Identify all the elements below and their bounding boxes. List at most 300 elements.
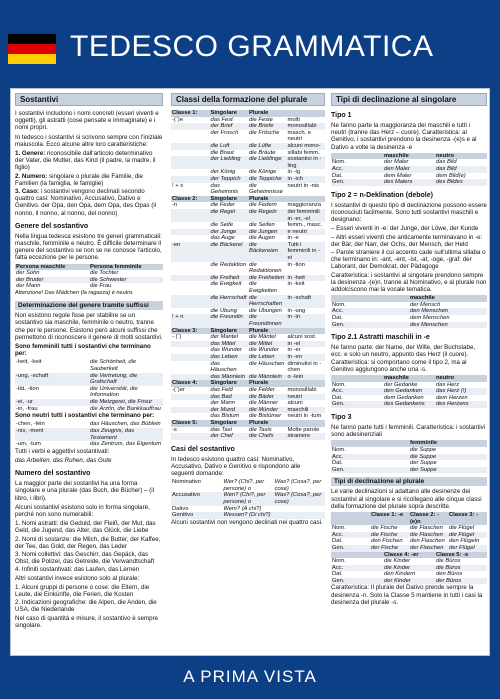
- table-cell: den Büros: [436, 571, 463, 578]
- table-row: [331, 571, 487, 578]
- table-header: [287, 110, 326, 117]
- table-cell: Nom.: [332, 381, 346, 388]
- fem-intro: Sono femminili tutti i sostantivi che terminano per:: [15, 343, 151, 358]
- table-cell: Wen? (Chi?, per persone) o: [222, 492, 273, 505]
- table-cell: das Mittel: [210, 341, 249, 348]
- numero-text: Alcuni sostantivi esistono solo in forma singolare, perché non sono numerabili:: [15, 503, 150, 518]
- table-cell: der Suppe: [410, 460, 437, 467]
- table-cell: dem Maler: [384, 172, 412, 179]
- table-row: [171, 506, 325, 513]
- table-cell: Was? (Cosa?, per cose): [274, 479, 322, 492]
- table-header: [331, 153, 383, 160]
- table-cell: die Büros: [435, 565, 487, 572]
- table-cell: die Freundinnen: [248, 314, 287, 327]
- plural-class-table: [171, 420, 325, 440]
- table-header: neutro: [435, 153, 487, 160]
- table-cell: die Männer: [249, 400, 279, 407]
- table-cell: die Vertretung, die Grafschaft: [89, 373, 163, 386]
- table-cell: -heit, -keit: [16, 359, 42, 366]
- table-cell: die Seife: [210, 222, 234, 229]
- feature-text: singolare o plurale die Familie, die Familien (la famiglia, le famiglie): [15, 172, 143, 187]
- table-cell: neutri in -nis: [287, 182, 320, 189]
- table-header: Classe 1: -e: [370, 512, 409, 525]
- table-cell: [171, 281, 210, 294]
- table-cell: der Flügel: [448, 545, 487, 552]
- table-cell: die Kinder: [383, 565, 435, 572]
- table-cell: das Zentrum, das Eigentum: [90, 441, 162, 448]
- table-row: [171, 176, 325, 183]
- table-cell: -chen, -lein: [16, 421, 45, 428]
- table-cell: der Maler: [384, 159, 409, 166]
- table-header: [331, 552, 383, 559]
- table-header-row: [331, 375, 487, 382]
- table-row: [171, 334, 325, 341]
- table-cell: in -en: [287, 354, 326, 361]
- table-cell: die Universität, die Information: [90, 385, 138, 399]
- table-cell: der Mann: [210, 400, 235, 407]
- table-cell: des Bildes: [435, 179, 487, 186]
- table-header: [331, 375, 383, 382]
- plural-class-table: [171, 380, 325, 420]
- table-row: [331, 159, 487, 166]
- list-item: 4. Infiniti sostantivati: das Laufen, das Lernen: [15, 566, 140, 574]
- table-row: [171, 407, 325, 414]
- feature-item: [15, 188, 163, 217]
- table-cell: Dat.: [332, 172, 343, 179]
- table-cell: der Junge: [210, 229, 249, 236]
- table-cell: Gen.: [331, 467, 409, 474]
- table-cell: das Auge: [210, 235, 235, 242]
- table-cell: die Ewigkeiten: [249, 281, 278, 295]
- table-row: [171, 202, 325, 209]
- table-cell: [171, 347, 210, 354]
- table-cell: [171, 361, 210, 374]
- table-row: [15, 399, 163, 406]
- table-row: [331, 173, 487, 180]
- table-cell: der Mann: [16, 283, 41, 290]
- table-row: [171, 281, 325, 294]
- table-row: [171, 374, 325, 381]
- table-cell: dem Herzen: [436, 394, 468, 401]
- table-cell: der Teppich: [210, 176, 249, 183]
- neu-note: Tutti i verbi e aggettivi sostantivati:: [15, 447, 110, 455]
- table-header: neutro: [435, 375, 487, 382]
- table-cell: [274, 512, 325, 519]
- table-cell: die Mäntel: [249, 334, 276, 341]
- table-row: [171, 130, 325, 143]
- table-row: [171, 229, 325, 236]
- table-cell: Nom.: [332, 446, 346, 453]
- features-list: [15, 150, 163, 217]
- table-cell: den Kindern: [384, 571, 416, 578]
- table-cell: den Maler: [383, 166, 435, 173]
- table-row: [171, 235, 325, 242]
- genere-note: Attenzione! Das Mädchen (la ragazza) è neutro.: [15, 290, 134, 297]
- table-cell: [171, 262, 210, 275]
- table-cell: die Augen: [249, 235, 275, 242]
- table-cell: der Bruder: [15, 277, 89, 284]
- table-cell: -ei, -ur: [15, 399, 89, 406]
- table-row: [331, 179, 487, 186]
- fem-suffix-table: [15, 359, 163, 412]
- table-cell: Gen.: [331, 179, 383, 186]
- table-cell: die Bäckereien: [248, 242, 287, 262]
- table-cell: die Frösche: [249, 129, 280, 136]
- tipo1-text: Ne fanno parte la maggioranza dei maschili e tutti i neutri (tranne das Herz – cuore). Caratteristica: al Genitivo, i sostantivi prendono la desinenza -(e)s e al Dativo a volte la desinenza -e: [331, 122, 477, 151]
- table-cell: [171, 354, 210, 361]
- table-row: [331, 565, 487, 572]
- table-cell: Dativo: [172, 505, 189, 512]
- table-cell: Nominativo: [172, 479, 201, 486]
- tipo2-label: Tipo 2 = n-Deklination (debole): [331, 191, 433, 199]
- class-label: Classe 4:: [171, 380, 210, 387]
- table-cell: in -heit: [287, 275, 326, 282]
- table-row: [171, 150, 325, 157]
- table-row: [331, 322, 487, 329]
- table-row: [331, 382, 487, 389]
- table-row: [15, 386, 163, 399]
- table-header: maschile: [409, 295, 487, 302]
- table-cell: Acc.: [331, 388, 383, 395]
- table-row: [171, 387, 325, 394]
- table-cell: die Übungen: [249, 307, 282, 314]
- section-title-numero: Numero del sostantivo: [15, 470, 91, 478]
- table-header-row: [171, 110, 325, 117]
- table-cell: das Taxi: [210, 426, 232, 433]
- table-header: maschile: [383, 153, 435, 160]
- table-row: [171, 308, 325, 315]
- neu-example: das Arbeiten, das Ruhen, das Gute: [15, 456, 112, 464]
- table-row: [15, 441, 163, 448]
- table-header: Plurale: [248, 110, 287, 117]
- table-header: Plurale: [248, 420, 287, 427]
- numero-text: Altri sostantivi invece esistono solo al plurale:: [15, 574, 140, 582]
- table-cell: der König: [210, 169, 236, 176]
- table-cell: Acc.: [331, 166, 383, 173]
- table-cell: Accusativo: [171, 492, 222, 505]
- table-row: [171, 354, 325, 361]
- table-cell: sillabi femm.: [287, 149, 320, 156]
- table-row: [15, 406, 163, 413]
- class-label: Classe 5:: [171, 420, 210, 427]
- header: [0, 0, 500, 88]
- table-cell: das Bild: [435, 166, 487, 173]
- table-cell: die Redaktionen: [249, 261, 282, 275]
- table-row: [15, 373, 163, 386]
- table-cell: die Herrschaften: [248, 295, 287, 308]
- table-cell: maggioranza: [287, 202, 322, 209]
- table-row: [171, 275, 325, 282]
- content-sheet: [10, 88, 490, 656]
- table-cell: der Liebling: [210, 156, 249, 169]
- table-cell: die Luft: [210, 143, 249, 150]
- section-title-suffissi: Determinazione del genere tramite suffissi: [15, 301, 163, 310]
- table-cell: masch. e neutri: [287, 129, 312, 143]
- column-left: [15, 93, 163, 651]
- list-item: 3. Nomi collettivi: das Geschirr, das Gepäck, das Obst, die Polizei, das Getreide, die Verwandtschaft: [15, 551, 155, 566]
- table-row: [171, 427, 325, 434]
- table-cell: in -ich: [287, 176, 326, 183]
- table-cell: -in, -frau: [16, 405, 38, 412]
- table-cell: des Malers: [383, 179, 435, 186]
- table-cell: [171, 275, 210, 282]
- class-label: Classe 3:: [171, 328, 210, 335]
- table-cell: Dat.: [332, 394, 343, 401]
- table-cell: der Büros: [435, 578, 487, 585]
- table-cell: monosillabi: [287, 386, 317, 393]
- table-cell: das Herz (!): [435, 388, 487, 395]
- table-header: Classe 5: -s: [435, 552, 487, 559]
- tipo2-text: Caratteristica: i sostantivi al singolare prendono sempre la desinenza -(e)n, tranne al Nominativo, e al plurale non addolciscono mai la vocale tematica.: [331, 271, 487, 294]
- table-cell: das Männlein: [210, 374, 249, 381]
- table-cell: Acc.: [331, 565, 383, 572]
- table-row: [331, 395, 487, 402]
- tipo21-text: Ne fanno parte: der Name, der Wille, der Buchstabe, ecc. e solo un neutro, appunto das Herz (il cuore). Caratteristica: si comportano come il tipo 2, ma al Genitivo aggiungono anche una -s.: [331, 344, 476, 373]
- table-header-row: [171, 380, 325, 387]
- list-item: 1. Nomi astratti: die Geduld, der Fleiß, der Mut, das Geld, die Jugend, das Alter, das Glück, die Liebe: [15, 520, 156, 535]
- tipo1-table: [331, 153, 487, 186]
- table-cell: -(¨)er: [172, 386, 185, 393]
- table-cell: Acc.: [331, 532, 370, 539]
- table-header-row: [331, 512, 487, 525]
- table-cell: die Büros: [436, 558, 461, 565]
- table-cell: in -e: [287, 235, 299, 242]
- table-cell: die Jungen: [248, 229, 287, 236]
- table-cell: [171, 222, 210, 229]
- table-header: Singolare: [210, 380, 249, 387]
- table-header: [331, 440, 409, 447]
- table-cell: das Bistum: [210, 413, 240, 420]
- table-cell: die Ärztin, die Bankkauffrau: [90, 405, 161, 412]
- table-row: [171, 262, 325, 275]
- section-title-plurale: Tipi di declinazione al plurale: [331, 477, 487, 486]
- table-cell: der Flaschen: [409, 545, 448, 552]
- table-header: [287, 420, 326, 427]
- table-cell: Gen.: [331, 401, 383, 408]
- table-cell: die Fische: [370, 532, 409, 539]
- table-header-row: [331, 153, 487, 160]
- section-title-classi: Classi della formazione del plurale: [171, 93, 325, 106]
- table-cell: die Teppiche: [248, 176, 287, 183]
- table-cell: femm., masc.: [287, 222, 323, 229]
- table-cell: [171, 123, 210, 130]
- table-cell: die Häuschen: [249, 360, 285, 367]
- table-cell: der Mund: [210, 407, 249, 414]
- table-cell: o -lein: [287, 374, 326, 381]
- table-row: [331, 454, 487, 461]
- casi-note: Alcuni sostantivi non vengono declinati nei quattro casi.: [171, 518, 323, 526]
- table-header: Persona maschile: [15, 264, 89, 271]
- table-cell: -nis, -ment: [15, 428, 89, 441]
- list-item: 2. Nomi di sostanze: die Milch, die Butter, der Kaffee, der Tee, das Gold, der Regen, das Leder: [15, 535, 161, 550]
- table-cell: e neutri: [287, 229, 326, 236]
- table-row: [171, 479, 325, 492]
- table-cell: [274, 506, 325, 513]
- footer-brand: A PRIMA VISTA: [183, 667, 317, 686]
- table-cell: [171, 374, 210, 381]
- feature-text: i sostantivi vengono declinati secondo quattro casi: Nominativo, Accusativo, Dativo e Genitivo. der Opa, den Opa, dem Opa, des Opas (il nonno, il nonno, al nonno, del nonno): [15, 188, 157, 217]
- table-row: [331, 388, 487, 395]
- section-title-sostantivi: Sostantivi: [15, 93, 163, 106]
- table-row: [331, 315, 487, 322]
- table-cell: das Herz: [436, 381, 460, 388]
- table-header-row: [171, 196, 325, 203]
- table-row: [171, 314, 325, 327]
- table-header: Singolare: [210, 420, 249, 427]
- table-row: [15, 421, 163, 428]
- table-cell: das Geheimnis: [210, 182, 239, 196]
- table-cell: Gen.: [331, 578, 383, 585]
- plural-classes: [171, 110, 325, 440]
- table-cell: die Schwester: [89, 277, 163, 284]
- table-cell: Gen.: [331, 545, 370, 552]
- column-right: [331, 93, 487, 651]
- table-row: [331, 460, 487, 467]
- table-cell: -ung, -schaft: [15, 373, 89, 386]
- table-header: Classe 3: -: [448, 512, 487, 525]
- tipo3-label: Tipo 3: [331, 413, 352, 421]
- table-row: [15, 359, 163, 372]
- section-title-casi: Casi del sostantivo: [171, 445, 235, 453]
- table-cell: die Felder: [249, 386, 275, 393]
- table-cell: Gen.: [331, 322, 409, 329]
- table-cell: Wem? (A chi?): [223, 505, 262, 512]
- class-label: Classe 2:: [171, 196, 210, 203]
- table-header: Plurale: [248, 380, 287, 387]
- tipo2-text: I sostantivi di questo tipo di declinazione possono essere riconosciuti facilmente. Sono tutti sostantivi maschili e designano:: [331, 201, 487, 224]
- table-cell: die Frau: [90, 283, 112, 290]
- table-header: [287, 380, 326, 387]
- table-cell: die Männlein: [248, 374, 287, 381]
- table-row: [171, 143, 325, 150]
- table-cell: in -in: [287, 314, 326, 327]
- table-cell: die Leben: [248, 354, 287, 361]
- table-cell: die Könige: [249, 169, 277, 176]
- table-header: Plurale: [248, 328, 287, 335]
- table-header: maschile: [383, 375, 435, 382]
- column-middle: [171, 93, 325, 651]
- table-cell: die Bistümer: [249, 413, 282, 420]
- table-row: [171, 123, 325, 130]
- table-cell: das Wunder: [210, 347, 242, 354]
- table-row: [171, 183, 325, 196]
- table-cell: Nom.: [332, 558, 346, 565]
- section-title-genere: Genere del sostantivo: [15, 222, 89, 230]
- table-row: [331, 578, 487, 585]
- table-cell: [171, 169, 210, 176]
- table-cell: [171, 394, 210, 401]
- table-cell: ! + n: [171, 314, 210, 327]
- table-header: Classe 4: -er: [383, 552, 435, 559]
- table-cell: das Bild: [436, 159, 457, 166]
- table-cell: Genitivo: [171, 512, 222, 519]
- table-cell: -n: [172, 202, 178, 209]
- table-cell: in -keit: [287, 281, 305, 288]
- table-cell: die Herrschaft: [210, 295, 249, 308]
- table-cell: die Wunder: [249, 347, 279, 354]
- table-row: [171, 347, 325, 354]
- table-cell: alcuni: [287, 400, 303, 407]
- table-cell: das Zeugnis, das Testament: [89, 428, 163, 441]
- table-row: [171, 156, 325, 169]
- tipo2-table: [331, 295, 487, 328]
- table-row: [331, 538, 487, 545]
- table-cell: den Fischen: [371, 538, 403, 545]
- table-cell: Dat.: [332, 571, 343, 578]
- table-cell: das Häuschen: [210, 360, 237, 374]
- plurale-text: Le varie declinazioni si adattano alle desinenze dei sostantivi al singolare e si ricollegano alle cinque classi della formazione del plurale sopra descritte.: [331, 488, 482, 510]
- table-row: [171, 492, 325, 505]
- table-cell: den Gedanken: [383, 388, 435, 395]
- table-cell: die Regel: [210, 209, 249, 222]
- class-label: Classe 1:: [171, 110, 210, 117]
- table-row: [171, 433, 325, 440]
- table-cell: [171, 235, 210, 242]
- table-cell: des Menschen: [409, 322, 487, 329]
- table-header: Persona femminile: [89, 264, 163, 271]
- plurale-note: Caratteristica: Il plurale del Dativo prende sempre la desinenza -n. Solo la Classe 5 mantiene in tutti i casi la desinenza del plurale -s.: [331, 584, 483, 606]
- table-header: [287, 328, 326, 335]
- table-cell: die Freundin: [210, 314, 249, 327]
- table-cell: die Feder: [210, 202, 235, 209]
- table-cell: das Bad: [210, 394, 249, 401]
- table-cell: [171, 295, 210, 308]
- table-cell: die Flaschen: [409, 532, 448, 539]
- table-cell: -tät, -tion: [16, 385, 39, 392]
- table-cell: Acc.: [331, 454, 409, 461]
- table-row: [331, 545, 487, 552]
- table-row: [331, 525, 487, 532]
- table-cell: der Fische: [370, 545, 409, 552]
- table-cell: der Mantel: [210, 334, 238, 341]
- feature-item: [15, 173, 163, 187]
- table-cell: -s: [172, 426, 177, 433]
- list-item: 2. Indicazioni geografiche: die Alpen, die Anden, die USA, die Niederlande: [15, 599, 157, 614]
- table-cell: die Freiheiten: [248, 275, 287, 282]
- table-row: [331, 401, 487, 408]
- table-header: [287, 196, 326, 203]
- table-cell: des Herzens: [435, 401, 487, 408]
- feature-number: 2. Numero:: [15, 172, 48, 180]
- table-cell: Nom.: [332, 525, 346, 532]
- table-cell: des Gedankens: [383, 401, 435, 408]
- table-cell: Dat.: [332, 538, 343, 545]
- table-row: [331, 447, 487, 454]
- neu-suffix-table: [15, 421, 163, 447]
- table-cell: [171, 209, 210, 222]
- table-row: [171, 394, 325, 401]
- table-cell: der Gedanke: [384, 381, 418, 388]
- table-cell: [171, 407, 210, 414]
- table-cell: maschili: [287, 407, 326, 414]
- table-cell: in -ung: [287, 307, 306, 314]
- table-cell: die Taxis: [249, 426, 272, 433]
- table-cell: [171, 433, 210, 440]
- table-cell: Nom.: [332, 159, 346, 166]
- table-cell: [171, 130, 210, 143]
- table-header: femminile: [409, 440, 487, 447]
- casi-text: In tedesco esistono quattro casi: Nominativo, Accusativo, Dativo e Genitivo e rispondono alle seguenti domande:: [171, 455, 301, 478]
- plural-class-table: [171, 328, 325, 381]
- table-cell: in -schaft: [287, 295, 326, 308]
- table-cell: Dat.: [332, 460, 343, 467]
- list-item: – Esseri viventi in -e: der Junge, der Löwe, der Kunde: [331, 225, 479, 233]
- feature-number: 1. Genere:: [15, 150, 46, 158]
- table-cell: die Mittel: [248, 341, 287, 348]
- table-header-row: [331, 552, 487, 559]
- table-cell: Acc.: [331, 308, 409, 315]
- table-cell: [171, 308, 210, 315]
